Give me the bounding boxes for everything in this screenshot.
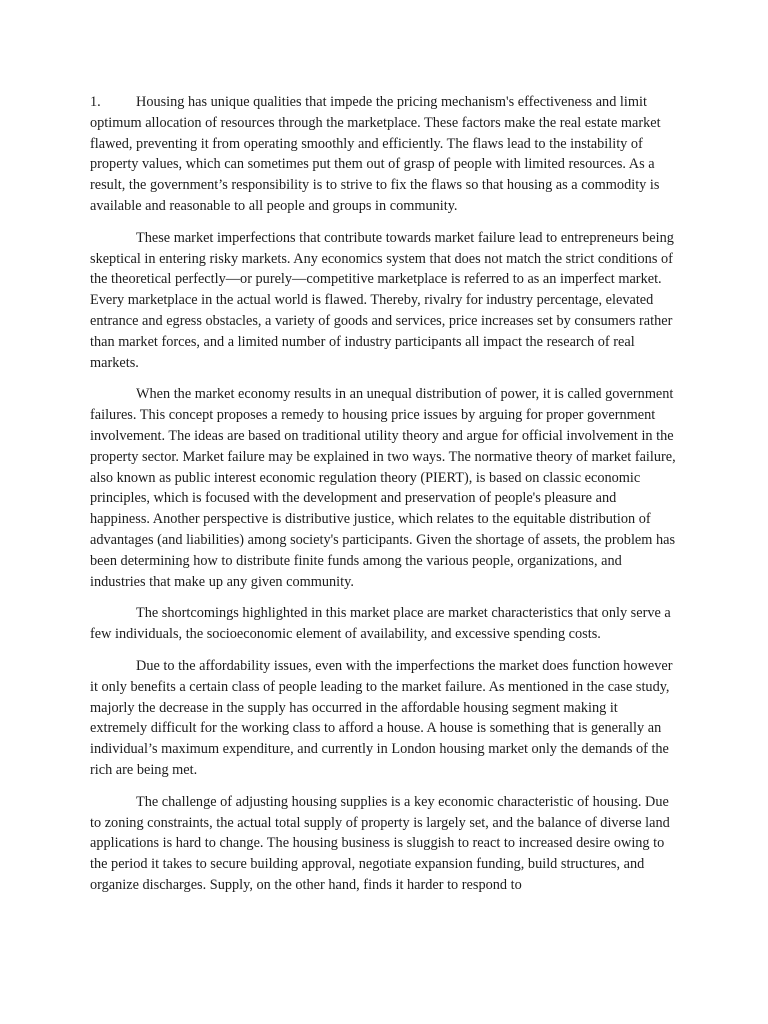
paragraph-5: Due to the affordability issues, even with the imperfections the market does function however it only benefits a certain class of people leading to the market failure. As mentioned in the case study, majorly the decrease in the supply has occurred in the affordable housing segment making it extremely difficult for the working class to afford a house. A house is something that is generally an individual’s maximum expenditure, and currently in London housing market only the demands of the rich are being met. [90,657,673,778]
paragraph-text: Housing has unique qualities that impede the pricing mechanism's effectiveness and limit optimum allocation of resources through the marketplace. These factors make the real estate market flawed, preventing it from operating smoothly and efficiently. The flaws lead to the instability of property values, which can sometimes put them out of grasp of people with limited resources. As a result, the government’s responsibility is to strive to fix the flaws so that housing as a commodity is available and reasonable to all people and groups in community. [90,94,661,214]
paragraph-6: The challenge of adjusting housing supplies is a key economic characteristic of housing. Due to zoning constraints, the actual total supply of property is largely set, and the balance of diverse land applications is hard to change. The housing business is sluggish to react to increased desire owing to the period it takes to secure building approval, negotiate expansion funding, build structures, and organize discharges. Supply, on the other hand, finds it harder to respond to [90,793,670,893]
paragraph-number: 1. [90,94,101,110]
document-body [90,92,677,907]
paragraph-4: The shortcomings highlighted in this market place are market characteristics that only serve a few individuals, the socioeconomic element of availability, and excessive spending costs. [90,605,671,643]
paragraph-1 [90,92,677,217]
paragraph-2: These market imperfections that contribute towards market failure lead to entrepreneurs being skeptical in entering risky markets. Any economics system that does not match the strict conditions of the theoretical perfectly—or purely—competitive marketplace is referred to as an imperfect market. Every marketplace in the actual world is flawed. Thereby, rivalry for industry percentage, elevated entrance and egress obstacles, a variety of goods and services, price increases set by consumers rather than market forces, and a limited number of industry participants all impact the research of real markets. [90,229,674,371]
paragraph-3: When the market economy results in an unequal distribution of power, it is called government failures. This concept proposes a remedy to housing price issues by arguing for proper government involvement. The ideas are based on traditional utility theory and argue for official involvement in the property sector. Market failure may be explained in two ways. The normative theory of market failure, also known as public interest economic regulation theory (PIERT), is based on classic economic principles, which is focused with the development and preservation of people's pleasure and happiness. Another perspective is distributive justice, which relates to the equitable distribution of advantages (and liabilities) among society's participants. Given the shortage of assets, the problem has been determining how to distribute finite funds among the various people, organizations, and industries that make up any given community. [90,386,676,590]
